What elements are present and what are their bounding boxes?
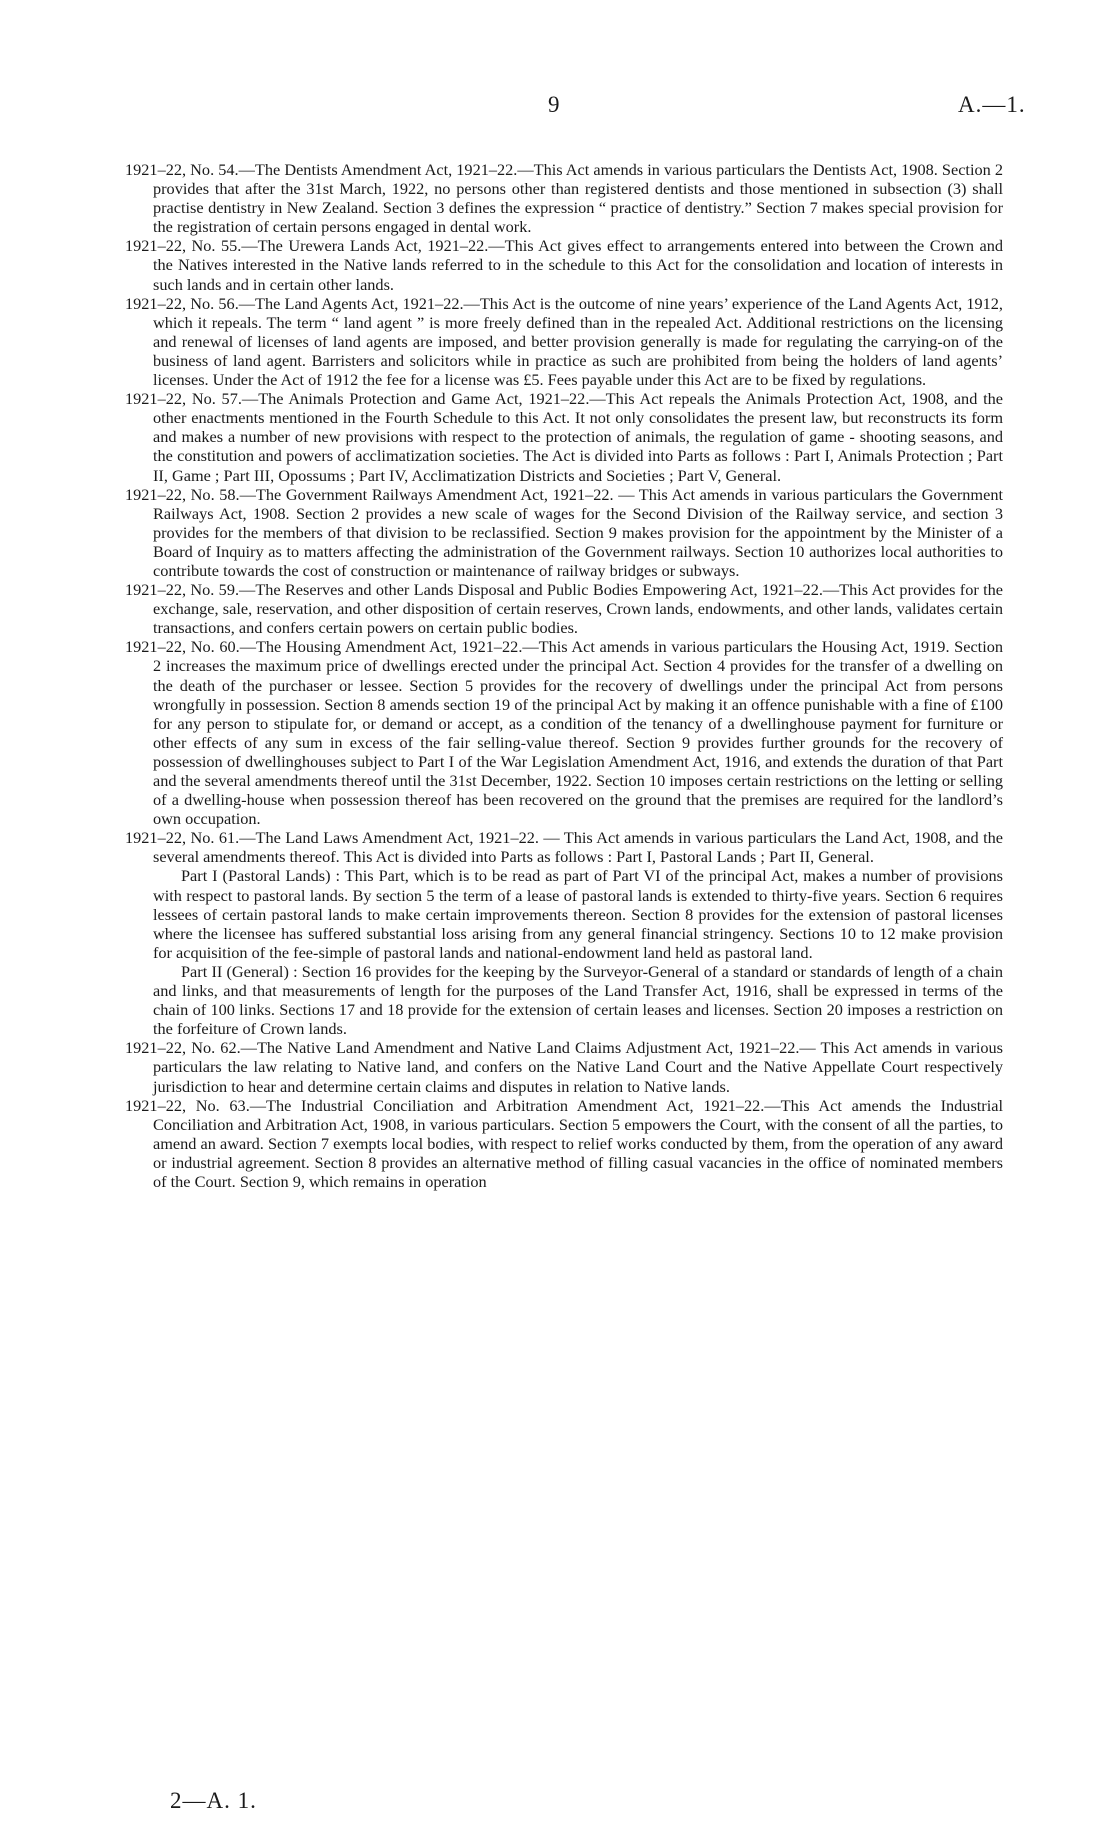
act-summary: —The Government Railways Amendment Act, 1921–22. — This Act amends in various particulars the Government Railways Act, 1908. Section 2 provides a new scale of wages for the Second Division of the Railway service, and section 3 provides for the members of that division to be reclassified. Section 9 makes provision for the appointment by the Minister of a Board of Inquiry as to matters affecting the administration of the Government railways. Section 10 authorizes local authorities to contribute towards the cost of construction or maintenance of railway bridges or subways.	[153, 484, 1003, 580]
act-entry-57	[125, 389, 1003, 484]
act-entry-54	[125, 160, 1003, 236]
act-61-part-one-paragraph: Part I (Pastoral Lands) : This Part, which is to be read as part of Part VI of the principal Act, makes a number of provisions with respect to pastoral lands. By section 5 the term of a lease of pastoral lands is extended to thirty-five years. Section 6 requires lessees of certain pastoral lands to make certain improvements thereon. Section 8 provides for the extension of pastoral licenses where the licensee has suffered substantial loss arising from any general financial stringency. Sections 10 to 12 make provision for acquisition of the fee-simple of pastoral lands and national-endowment land held as pastoral land.	[153, 866, 1003, 962]
act-number: 1921–22, No. 55.	[125, 236, 242, 256]
page-header	[0, 92, 1114, 132]
act-summary: —The Urewera Lands Act, 1921–22.—This Act gives effect to arrangements entered into between the Crown and the Natives interested in the Native lands referred to in the schedule to this Act for the consolidation and location of interests in such lands and in certain other lands.	[153, 236, 1003, 294]
act-entry-60	[125, 637, 1003, 828]
act-number: 1921–22, No. 63.	[125, 1095, 250, 1115]
act-entry-56	[125, 294, 1003, 389]
act-summary: —The Dentists Amendment Act, 1921–22.—This Act amends in various particulars the Dentists Act, 1908. Section 2 provides that after the 31st March, 1922, no persons other than registered dentists and those mentioned in subsection (3) shall practise dentistry in New Zealand. Section 3 defines the expression “ practice of dentistry.” Section 7 makes special provision for the registration of certain persons engaged in dental work.	[153, 160, 1003, 237]
act-summary: —The Reserves and other Lands Disposal and Public Bodies Empowering Act, 1921–22.—This Act provides for the exchange, sale, reservation, and other disposition of certain reserves, Crown lands, endowments, and other lands, validates certain transactions, and confers certain powers on certain public bodies.	[153, 580, 1003, 638]
act-number: 1921–22, No. 57.	[125, 389, 242, 409]
act-61-part-two-paragraph: Part II (General) : Section 16 provides for the keeping by the Surveyor-General of a standard or standards of length of a chain and links, and that measurements of length for the purposes of the Land Transfer Act, 1916, shall be expressed in terms of the chain of 100 links. Sections 17 and 18 provide for the extension of certain leases and licenses. Section 20 imposes a restriction on the forfeiture of Crown lands.	[153, 961, 1003, 1039]
act-number: 1921–22, No. 56.	[125, 293, 239, 313]
act-summary: —The Land Agents Act, 1921–22.—This Act is the outcome of nine years’ experience of the Land Agents Act, 1912, which it repeals. The term “ land agent ” is more freely defined than in the repealed Act. Additional restrictions on the licensing and renewal of licenses of land agents are imposed, and better provision generally is made for regulating the carrying-on of the business of land agent. Barristers and solicitors while in practice as such are prohibited from being the holders of land agents’ licenses. Under the Act of 1912 the fee for a license was £5. Fees payable under this Act are to be fixed by regulations.	[153, 293, 1003, 390]
document-body	[125, 160, 1003, 1191]
act-entry-59	[125, 580, 1003, 637]
act-entry-63	[125, 1096, 1003, 1191]
act-number: 1921–22, No. 54.	[125, 160, 239, 179]
act-summary: —The Housing Amendment Act, 1921–22.—This Act amends in various particulars the Housing Act, 1919. Section 2 increases the maximum price of dwellings erected under the principal Act. Section 4 provides for the transfer of a dwelling on the death of the purchaser or lessee. Section 5 provides for the recovery of dwellings under the principal Act from persons wrongfully in possession. Section 8 amends section 19 of the principal Act by making it an offence punishable with a fine of £100 for any person to stipulate for, or demand or accept, as a condition of the tenancy of a dwellinghouse payment for furniture or other effects of any sum in excess of the fair selling-value thereof. Section 9 provides further grounds for the recovery of possession of dwellinghouses subject to Part I of the War Legislation Amendment Act, 1916, and extends the duration of that Part and the several amendments thereof until the 31st December, 1922. Section 10 imposes certain restrictions on the letting or selling of a dwelling-house when possession thereof has been recovered on the ground that the premises are required for the landlord’s own occupation.	[153, 637, 1004, 829]
act-entry-55	[125, 236, 1003, 293]
signature-mark: 2—A. 1.	[170, 1788, 257, 1813]
act-entry-61	[125, 828, 1003, 866]
page-number: 9	[548, 92, 560, 117]
series-reference: A.—1.	[958, 92, 1026, 117]
act-number: 1921–22, No. 62.	[125, 1038, 241, 1058]
act-summary: —The Native Land Amendment and Native Land Claims Adjustment Act, 1921–22.— This Act amends in various particulars the law relating to Native land, and confers on the Native Land Court and the Native Appellate Court respectively jurisdiction to hear and determine certain claims and disputes in relation to Native lands.	[153, 1038, 1004, 1096]
act-number: 1921–22, No. 59.	[125, 580, 240, 600]
act-summary: —The Animals Protection and Game Act, 1921–22.—This Act repeals the Animals Protection Act, 1908, and the other enactments mentioned in the Fourth Schedule to this Act. It not only consolidates the present law, but reconstructs its form and makes a number of new provisions with respect to the protection of animals, the regulation of game - shooting seasons, and the constitution and powers of acclimatization societies. The Act is divided into Parts as follows : Part I, Animals Protection ; Part II, Game ; Part III, Opossums ; Part IV, Acclimatization Districts and Societies ; Part V, General.	[153, 389, 1003, 485]
act-number: 1921–22, No. 60.	[125, 637, 240, 657]
act-entry-58	[125, 485, 1003, 580]
act-entry-62	[125, 1038, 1003, 1095]
act-summary: —The Industrial Conciliation and Arbitration Amendment Act, 1921–22.—This Act amends the Industrial Conciliation and Arbitration Act, 1908, in various particulars. Section 5 empowers the Court, with the consent of all the parties, to amend an award. Section 7 exempts local bodies, with respect to relief works conducted by them, from the operation of any award or industrial agreement. Section 8 provides an alternative method of filling casual vacancies in the office of nominated members of the Court. Section 9, which remains in operation	[153, 1095, 1004, 1191]
act-summary: —The Land Laws Amendment Act, 1921–22. — This Act amends in various particulars the Land Act, 1908, and the several amendments thereof. This Act is divided into Parts as follows : Part I, Pastoral Lands ; Part II, General.	[153, 828, 1004, 867]
act-number: 1921–22, No. 58.	[125, 484, 240, 504]
act-number: 1921–22, No. 61.	[125, 828, 240, 848]
